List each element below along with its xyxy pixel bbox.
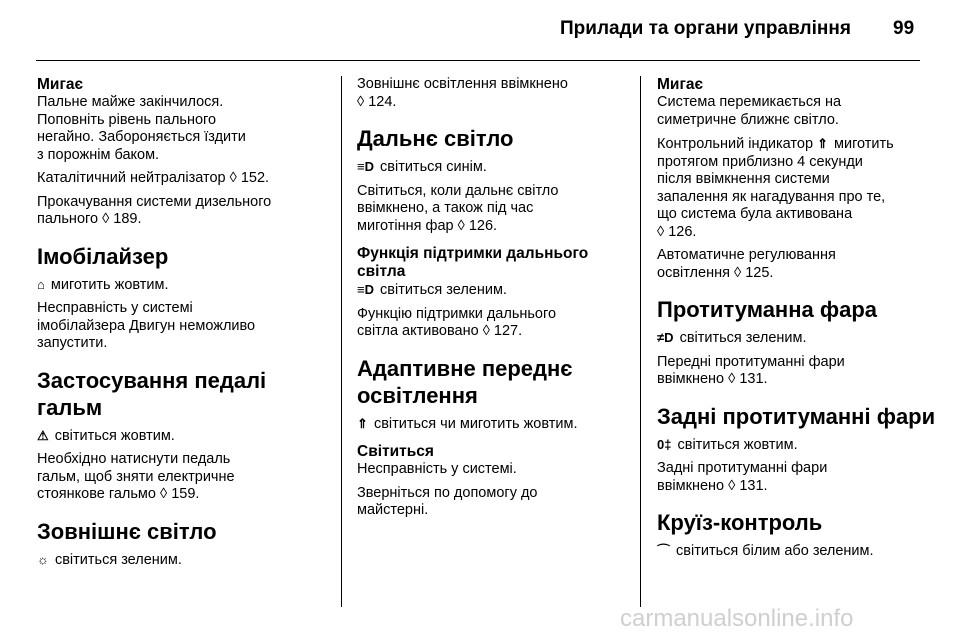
section-heading: Застосування педалі гальм — [37, 367, 267, 420]
column-1 — [37, 76, 327, 575]
page-reference-icon: ◊ — [482, 323, 490, 339]
paragraph: Несправність у системі. — [357, 461, 517, 477]
paragraph: ≡D світиться зеленим. — [357, 282, 507, 298]
paragraph: Зовнішнє освітлення ввімкнено ◊ 124. — [357, 76, 568, 110]
paragraph: Пальне майже закінчилося. Поповніть рівень пального негайно. Забороняється їздити з порожнім баком. — [37, 94, 246, 163]
high-beam-assist-icon: ≡D — [357, 282, 374, 297]
brake-pedal-icon: ⚠ — [37, 427, 49, 443]
paragraph: Задні протитуманні фари ввімкнено ◊ 131. — [657, 460, 828, 494]
column-3 — [657, 76, 937, 567]
paragraph: Автоматичне регулювання освітлення ◊ 125. — [657, 247, 836, 281]
paragraph: Світиться, коли дальнє світло ввімкнено, а також під час миготіння фар ◊ 126. — [357, 182, 559, 234]
paragraph: Прокачування системи дизельного пального ◊ 189. — [37, 193, 272, 227]
section-heading: Зовнішнє світло — [37, 518, 217, 544]
header-rule — [36, 60, 920, 61]
adaptive-light-icon: ⇑ — [357, 415, 368, 431]
immobilizer-icon: ⌂ — [37, 276, 45, 292]
paragraph: Несправність у системі імобілайзера Двигун неможливо запустити. — [37, 300, 256, 351]
section-subheading: Світиться — [357, 443, 434, 460]
paragraph: ⇑ світиться чи миготить жовтим. — [357, 415, 578, 432]
paragraph: Необхідно натиснути педаль гальм, щоб зняти електричне стоянкове гальмо ◊ 159. — [37, 451, 235, 502]
paragraph: ☼ світиться зеленим. — [37, 551, 182, 568]
high-beam-icon: ≡D — [357, 159, 374, 174]
paragraph: ≡D світиться синім. — [357, 159, 487, 175]
watermark: carmanualsonline.info — [620, 605, 854, 632]
page-reference-icon: ◊ — [229, 170, 237, 186]
column-divider — [640, 76, 641, 607]
page-reference-icon: ◊ — [657, 223, 665, 240]
section-heading: Дальнє світло — [357, 126, 514, 151]
header-title: Прилади та органи управління — [560, 18, 851, 39]
paragraph: Передні протитуманні фари ввімкнено ◊ 131. — [657, 353, 845, 387]
section-heading: Круїз-контроль — [657, 510, 823, 535]
page-reference-icon: ◊ — [728, 371, 736, 387]
paragraph: ⌂ миготить жовтим. — [37, 276, 169, 293]
column-divider — [341, 76, 342, 607]
adaptive-light-icon: ⇑ — [817, 136, 828, 151]
page-reference-icon: ◊ — [357, 93, 365, 110]
section-subheading: Мигає — [37, 76, 84, 93]
paragraph: Система перемикається на симетричне ближнє світло. — [657, 94, 842, 128]
section-heading: Адаптивне переднє освітлення — [357, 355, 573, 408]
paragraph: Каталітичний нейтралізатор ◊ 152. — [37, 170, 270, 186]
rear-fog-light-icon: 0‡ — [657, 436, 672, 452]
paragraph: Зверніться по допомогу до майстерні. — [357, 484, 538, 518]
section-heading: Протитуманна фара — [657, 297, 878, 322]
paragraph: ⚠ світиться жовтим. — [37, 427, 175, 444]
paragraph: Контрольний індикатор ⇑ миготить протягом приблизно 4 секунди після ввімкнення системи запалення як нагадування про те, що система була активована ◊ 126. — [657, 136, 894, 240]
cruise-control-icon: ⌒ — [657, 543, 671, 558]
section-subheading: Функція підтримки дальнього світла — [357, 245, 589, 280]
page-number: 99 — [893, 18, 915, 39]
page-reference-icon: ◊ — [733, 264, 742, 281]
section-subheading: Мигає — [657, 76, 704, 93]
section-heading: Задні протитуманні фари — [657, 403, 936, 429]
front-fog-light-icon: ≠D — [657, 330, 674, 345]
paragraph: 0‡ світиться жовтим. — [657, 436, 798, 453]
page-reference-icon: ◊ — [159, 486, 168, 502]
page-reference-icon: ◊ — [457, 217, 465, 234]
page-reference-icon: ◊ — [728, 477, 736, 494]
column-2 — [357, 76, 629, 526]
exterior-light-icon: ☼ — [37, 551, 49, 567]
page-reference-icon: ◊ — [102, 211, 110, 227]
section-heading: Імобілайзер — [37, 243, 169, 269]
paragraph: ≠D світиться зеленим. — [657, 330, 807, 346]
paragraph: ⌒ світиться білим або зеленим. — [657, 543, 874, 559]
paragraph: Функцію підтримки дальнього світла активовано ◊ 127. — [357, 305, 557, 339]
